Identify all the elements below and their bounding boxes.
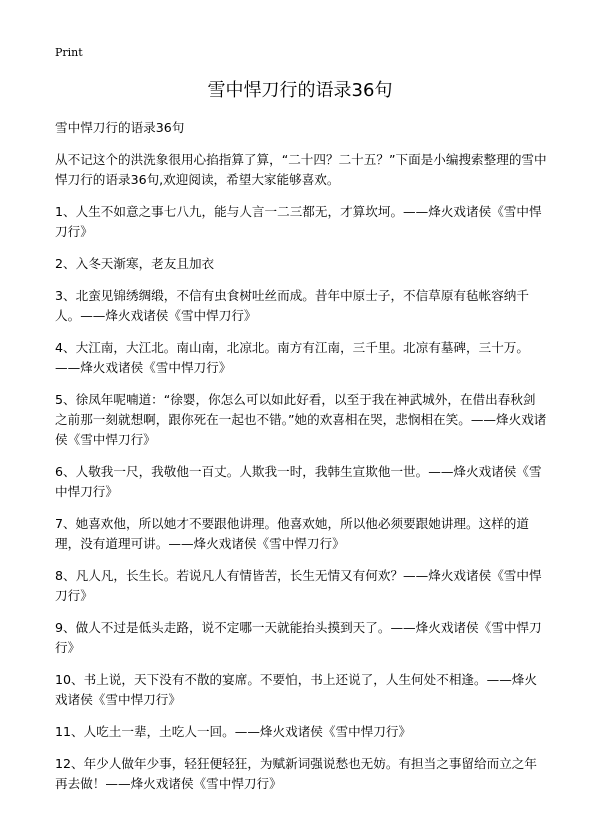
quote-paragraph: 10、书上说，天下没有不散的宴席。不要怕，书上还说了，人生何处不相逢。——烽火戏诸侯《雪中悍刀行》 [55, 672, 537, 707]
quote-paragraph: 8、凡人凡，长生长。若说凡人有情皆苦，长生无情又有何欢？——烽火戏诸侯《雪中悍刀行》 [55, 568, 542, 603]
quote-paragraph: 5、徐凤年呢喃道：“徐婴，你怎么可以如此好看，以至于我在神武城外，在借出春秋剑之前那一刻就想啊，跟你死在一起也不错。”她的欢喜相在哭，悲悯相在笑。——烽火戏诸侯《雪中悍刀行》 [55, 392, 547, 447]
quote-paragraph: 12、年少人做年少事，轻狂便轻狂，为赋新词强说愁也无妨。有担当之事留给而立之年再去做！——烽火戏诸侯《雪中悍刀行》 [55, 756, 537, 791]
quote-paragraph: 3、北蛮见锦绣绸缎，不信有虫食树吐丝而成。昔年中原士子，不信草原有毡帐容纳千人。——烽火戏诸侯《雪中悍刀行》 [55, 288, 529, 323]
quote-paragraph: 4、大江南，大江北。南山南，北凉北。南方有江南，三千里。北凉有墓碑，三十万。——烽火戏诸侯《雪中悍刀行》 [55, 340, 529, 375]
quote-paragraph: 2、入冬天渐寒，老友且加衣 [55, 256, 215, 271]
document-body [55, 118, 547, 806]
quote-paragraph: 11、人吃土一辈，土吃人一回。——烽火戏诸侯《雪中悍刀行》 [55, 724, 412, 739]
intro-paragraph: 从不记这个的洪洗象很用心掐指算了算，“二十四？二十五？”下面是小编搜索整理的雪中悍刀行的语录36句,欢迎阅读，希望大家能够喜欢。 [55, 152, 547, 187]
quote-paragraph: 7、她喜欢他，所以她才不要跟他讲理。他喜欢她，所以他必须要跟她讲理。这样的道理，没有道理可讲。——烽火戏诸侯《雪中悍刀行》 [55, 516, 529, 551]
print-label: Print [55, 46, 83, 59]
quote-paragraph: 1、人生不如意之事七八九，能与人言一二三都无，才算坎坷。——烽火戏诸侯《雪中悍刀行》 [55, 204, 542, 239]
quote-paragraph: 6、人敬我一尺，我敬他一百丈。人欺我一时，我韩生宣欺他一世。——烽火戏诸侯《雪中悍刀行》 [55, 464, 542, 499]
document-subtitle: 雪中悍刀行的语录36句 [55, 120, 185, 135]
document-title: 雪中悍刀行的语录36句 [207, 80, 393, 101]
quote-paragraph: 9、做人不过是低头走路，说不定哪一天就能抬头摸到天了。——烽火戏诸侯《雪中悍刀行》 [55, 620, 542, 655]
